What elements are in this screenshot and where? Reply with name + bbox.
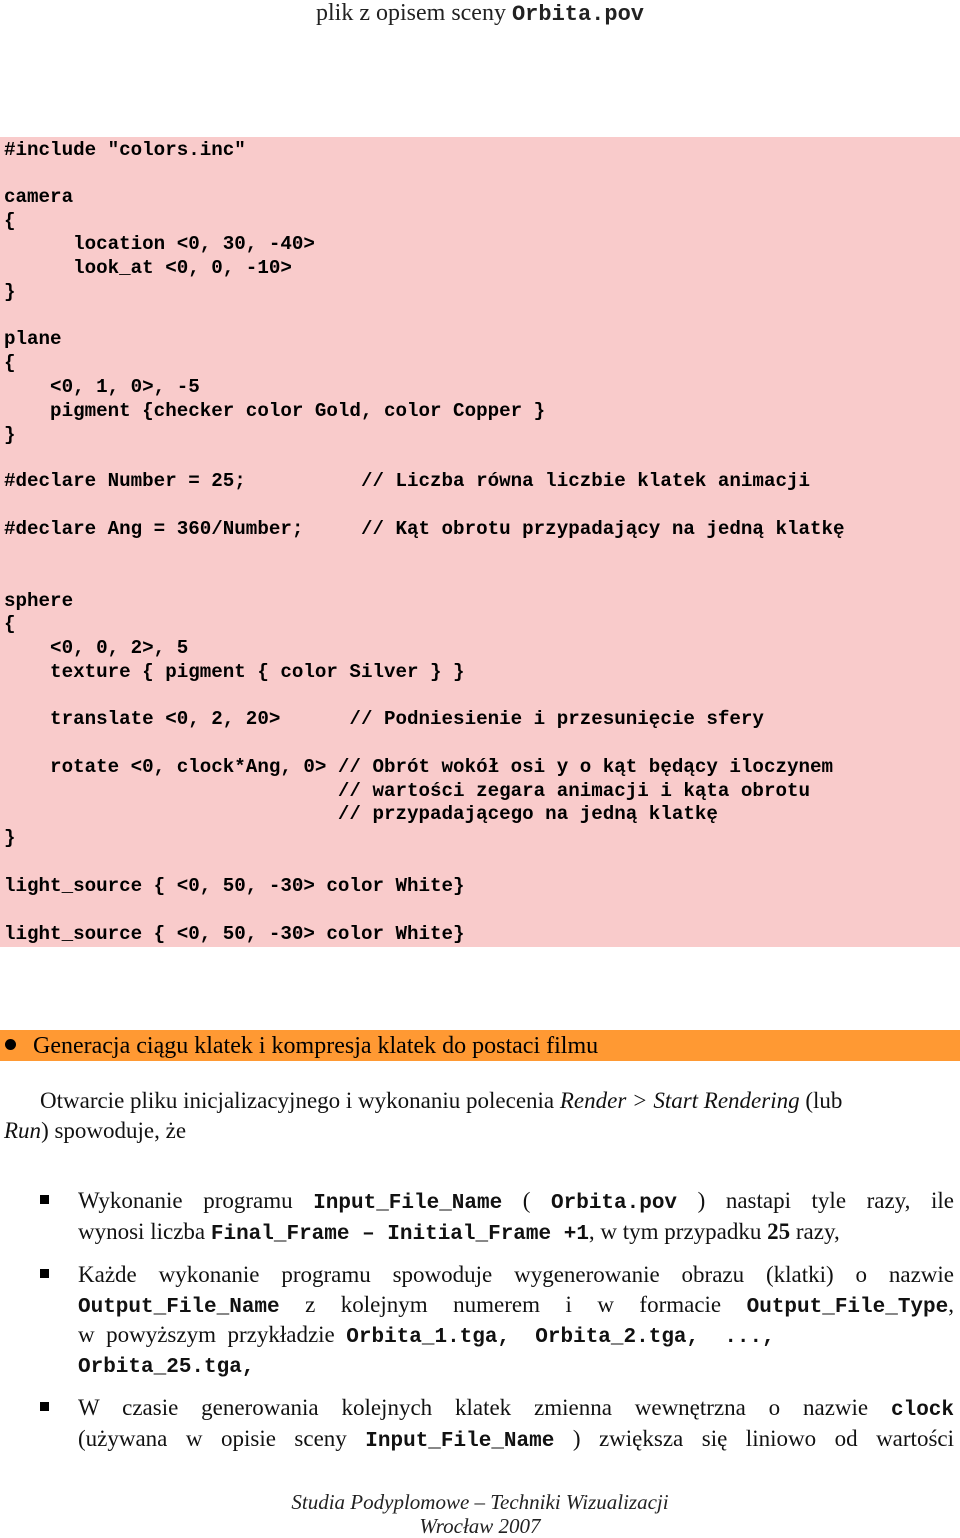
bullet-3-line-2: (używana w opisie sceny Input_File_Name ) zwiększa się liniowo od wartości <box>78 1426 954 1453</box>
page-footer <box>0 1490 960 1538</box>
code-line: { <box>4 613 16 635</box>
footer-line-1: Studia Podyplomowe – Techniki Wizualizacji <box>291 1490 669 1514</box>
bullet-1-line-2: wynosi liczba Final_Frame – Initial_Frame +1, w tym przypadku 25 razy, <box>78 1219 840 1246</box>
code-line: light_source { <0, 50, -30> color White} <box>4 875 465 897</box>
code-line: plane <box>4 328 62 350</box>
code-line: camera <box>4 186 74 208</box>
code-line: #declare Number = 25; // Liczba równa liczbie klatek animacji <box>4 470 811 492</box>
square-bullet-icon <box>40 1402 49 1411</box>
intro-line-1: Otwarcie pliku inicjalizacyjnego i wykonaniu polecenia Render > Start Rendering (lub <box>40 1088 843 1113</box>
code-line: <0, 1, 0>, -5 <box>4 376 200 398</box>
code-line: #declare Ang = 360/Number; // Kąt obrotu przypadający na jedną klatkę <box>4 518 845 540</box>
footer-line-2: Wrocław 2007 <box>419 1514 541 1538</box>
menu-path: Render > Start Rendering <box>559 1088 800 1113</box>
code-line: sphere <box>4 590 74 612</box>
code-line: } <box>4 827 16 849</box>
code-line: { <box>4 210 16 232</box>
code-line: rotate <0, clock*Ang, 0> // Obrót wokół osi y o kąt będący iloczynem <box>4 756 834 778</box>
intro-line-2: Run) spowoduje, że <box>4 1118 187 1143</box>
bullet-2-line-3: w powyższym przykładzie Orbita_1.tga, Orbita_2.tga, ..., <box>78 1322 775 1349</box>
code-line: #include "colors.inc" <box>4 139 246 161</box>
bullet-2-line-4: Orbita_25.tga, <box>78 1356 255 1379</box>
code-line: // wartości zegara animacji i kąta obrotu <box>4 780 811 802</box>
code-line: translate <0, 2, 20> // Podniesienie i przesunięcie sfery <box>4 708 764 730</box>
code-line: pigment {checker color Gold, color Copper } <box>4 400 546 422</box>
bullet-1-line-1: Wykonanie programu Input_File_Name ( Orbita.pov ) nastapi tyle razy, ile <box>78 1188 954 1215</box>
page-header <box>0 0 960 28</box>
bullet-2-line-1: Każde wykonanie programu spowoduje wygenerowanie obrazu (klatki) o nazwie <box>78 1262 954 1287</box>
code-line: location <0, 30, -40> <box>4 233 315 255</box>
square-bullet-icon <box>40 1195 49 1204</box>
bullet-dot-icon <box>5 1039 16 1050</box>
header-filename: Orbita.pov <box>511 2 644 27</box>
bullet-3-line-1: W czasie generowania kolejnych klatek zmienna wewnętrzna o nazwie clock <box>78 1395 954 1422</box>
code-line: <0, 0, 2>, 5 <box>4 637 189 659</box>
code-line: // przypadającego na jedną klatkę <box>4 803 718 825</box>
code-line: look_at <0, 0, -10> <box>4 257 292 279</box>
bullet-2-line-2: Output_File_Name z kolejnym numerem i w formacie Output_File_Type, <box>78 1292 954 1319</box>
code-line: { <box>4 352 16 374</box>
code-line: light_source { <0, 50, -30> color White} <box>4 923 465 945</box>
square-bullet-icon <box>40 1269 49 1278</box>
code-line: texture { pigment { color Silver } } <box>4 661 465 683</box>
section-title: Generacja ciągu klatek i kompresja klatek do postaci filmu <box>33 1033 599 1059</box>
code-line: } <box>4 281 16 303</box>
header-text: plik z opisem sceny <box>316 0 512 26</box>
code-line: } <box>4 424 16 446</box>
